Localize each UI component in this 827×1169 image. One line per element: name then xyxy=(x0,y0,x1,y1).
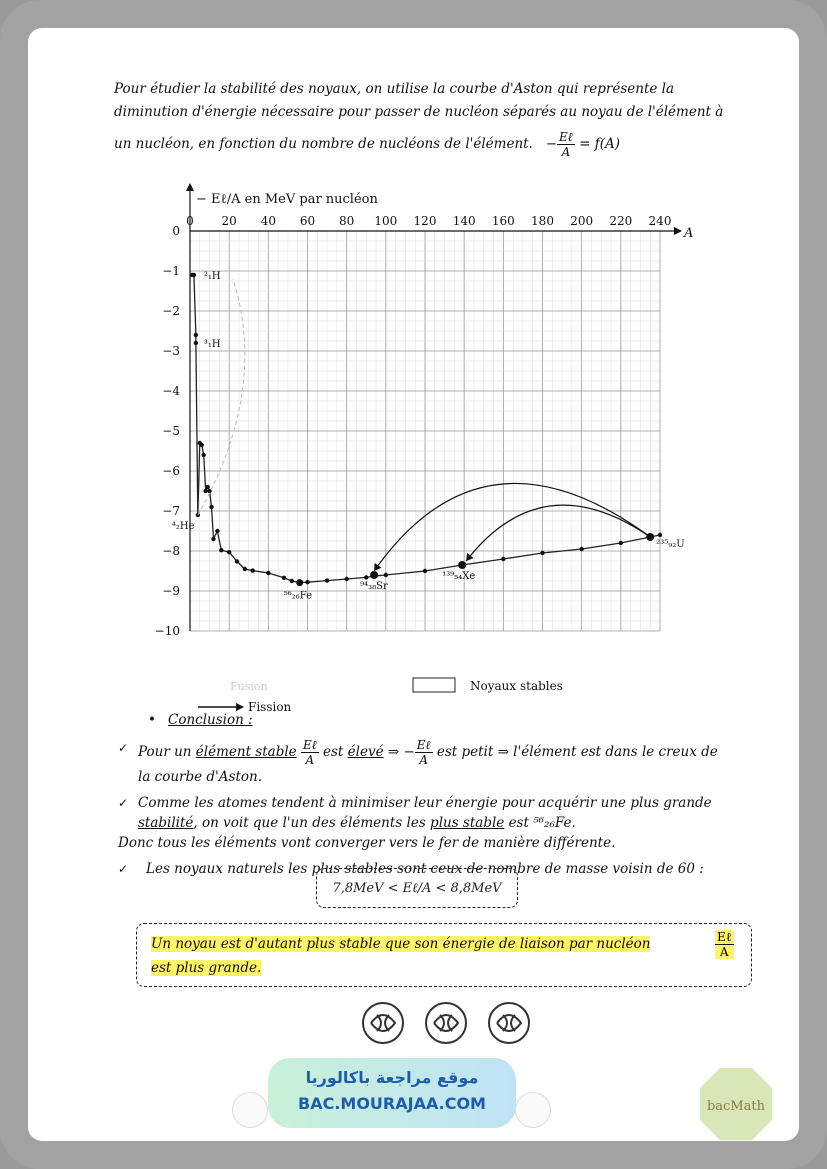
c1-text-b: est xyxy=(318,744,348,760)
formula-fraction xyxy=(557,130,575,159)
badge-text: bacMath xyxy=(706,1099,766,1114)
x-tick-label: 240 xyxy=(648,214,672,228)
isotope-label: ⁴₂He xyxy=(171,521,195,532)
x-axis-arrow xyxy=(674,227,682,235)
data-point xyxy=(540,551,544,555)
marker-u xyxy=(646,533,654,541)
conclusion-heading: • Conclusion : xyxy=(148,712,253,728)
data-point xyxy=(215,529,219,533)
intro-line-3-text: un nucléon, en fonction du nombre de nucléons de l'élément. xyxy=(114,136,533,152)
conclusion-title: Conclusion : xyxy=(168,712,253,728)
marker-xe xyxy=(458,561,466,569)
site-logo-left xyxy=(232,1092,268,1128)
remark-fraction xyxy=(715,930,734,959)
c2-underline-1: stabilité xyxy=(138,815,194,831)
legend-fission-label: Fission xyxy=(248,700,292,714)
data-point xyxy=(423,569,427,573)
remark-line-2: est plus grande. xyxy=(151,960,262,976)
legend-noyaux-label: Noyaux stables xyxy=(470,679,563,693)
x-tick-label: 60 xyxy=(299,214,316,228)
c1-text-d: est petit ⇒ l'élément est dans le creux de xyxy=(432,744,718,760)
data-point xyxy=(203,489,207,493)
x-tick-label: 40 xyxy=(260,214,276,228)
y-tick-label: −4 xyxy=(162,384,180,398)
data-point xyxy=(202,453,206,457)
fission-arrow-xe-head xyxy=(466,553,473,561)
formula-den: A xyxy=(561,145,571,159)
formula-minus: − xyxy=(545,136,558,152)
x-tick-label: 220 xyxy=(609,214,633,228)
c1-text-e: la courbe d'Aston. xyxy=(138,769,262,785)
x-tick-label: 120 xyxy=(413,214,437,228)
ornament-icon xyxy=(361,1001,405,1045)
data-point xyxy=(384,573,388,577)
c1-fraction-1 xyxy=(301,738,319,767)
conclusion-section xyxy=(118,710,798,879)
isotope-label: ²₁H xyxy=(203,271,221,282)
ornament-icon xyxy=(424,1001,468,1045)
intro-line-3 xyxy=(114,130,794,159)
data-point xyxy=(209,505,213,509)
data-point xyxy=(619,541,623,545)
remark-frac-den: A xyxy=(719,945,729,959)
conclusion-item-2 xyxy=(118,793,798,833)
bacmath-badge xyxy=(698,1066,774,1142)
marker-sr xyxy=(370,571,378,579)
y-tick-label: −1 xyxy=(162,264,180,278)
data-point xyxy=(243,567,247,571)
data-point xyxy=(325,578,329,582)
c1-text-a: Pour un xyxy=(138,744,196,760)
conclusion-item-1 xyxy=(118,738,798,787)
c1-frac1-den: A xyxy=(305,753,315,767)
site-logo-right xyxy=(515,1092,551,1128)
remark-text xyxy=(151,932,711,980)
isotope-label: ²³⁵₉₂U xyxy=(656,539,685,550)
y-tick-label: −3 xyxy=(162,344,180,358)
fission-arrow-sr-head xyxy=(374,563,381,571)
inequality-text: 7,8MeV < Eℓ/A < 8,8MeV xyxy=(332,881,502,896)
c2-text-c: , on voit que l'un des éléments les xyxy=(193,815,431,831)
data-point xyxy=(211,537,215,541)
y-axis-arrow xyxy=(186,183,194,191)
x-tick-label: 0 xyxy=(186,214,194,228)
banner-arabic: موقع مراجعة باكالوريا xyxy=(305,1068,479,1087)
c2-underline-2: plus stable xyxy=(430,815,505,831)
x-tick-label: 160 xyxy=(491,214,515,228)
data-point xyxy=(501,557,505,561)
c1-frac2-den: A xyxy=(419,753,429,767)
check-icon: ✓ xyxy=(118,796,129,810)
data-point xyxy=(290,579,294,583)
x-axis-label: A xyxy=(684,226,694,241)
data-point xyxy=(579,547,583,551)
data-point xyxy=(194,341,198,345)
check-icon: ✓ xyxy=(118,741,129,755)
check-icon: ✓ xyxy=(118,862,129,876)
data-point xyxy=(219,548,223,552)
data-point xyxy=(250,568,254,572)
c1-frac1-num: Eℓ xyxy=(302,738,317,752)
x-tick-label: 80 xyxy=(339,214,355,228)
ornament-icon xyxy=(487,1001,531,1045)
y-tick-label: −6 xyxy=(162,464,180,478)
legend-box xyxy=(413,678,455,692)
legend-fusion-label: Fusion xyxy=(230,680,268,693)
data-point xyxy=(194,333,198,337)
y-tick-label: −7 xyxy=(162,504,180,518)
c1-fraction-2 xyxy=(415,738,433,767)
data-point xyxy=(227,550,231,554)
isotope-label: ⁵⁶₂₆Fe xyxy=(283,590,313,602)
banner-site[interactable]: BAC.MOURAJAA.COM xyxy=(298,1094,486,1113)
document-page xyxy=(28,28,799,1141)
x-tick-label: 200 xyxy=(570,214,594,228)
c3-text: Donc tous les éléments vont converger vers le fer de manière différente. xyxy=(118,835,616,851)
conclusion-item-3 xyxy=(118,833,798,853)
c1-underline-2: élevé xyxy=(347,744,384,760)
y-tick-label: −8 xyxy=(162,544,180,558)
data-point xyxy=(364,575,368,579)
c1-frac2-num: Eℓ xyxy=(416,738,431,752)
intro-line-2: diminution d'énergie nécessaire pour passer de nucléon séparés au noyau de l'élément à xyxy=(114,104,724,120)
y-tick-label: −2 xyxy=(162,304,180,318)
data-point xyxy=(196,513,200,517)
c2-text-a: Comme les atomes tendent à minimiser leur énergie pour acquérir une plus grande xyxy=(138,795,712,811)
isotope-label: ¹³⁹₅₄Xe xyxy=(442,571,476,582)
data-point xyxy=(200,443,204,447)
c2-line-2 xyxy=(138,813,798,833)
intro-paragraph xyxy=(114,78,794,159)
x-tick-label: 180 xyxy=(531,214,554,228)
c1-text-c: ⇒ − xyxy=(383,744,415,760)
data-point xyxy=(305,580,309,584)
aston-chart xyxy=(154,178,718,714)
data-point xyxy=(205,485,209,489)
site-banner[interactable] xyxy=(268,1058,516,1128)
formula-num: Eℓ xyxy=(559,130,573,144)
y-tick-label: −9 xyxy=(162,584,180,598)
remark-box xyxy=(136,923,752,987)
data-point xyxy=(266,571,270,575)
intro-line-1: Pour étudier la stabilité des noyaux, on utilise la courbe d'Aston qui représente la xyxy=(114,81,675,97)
x-tick-label: 140 xyxy=(452,214,476,228)
y-tick-label: −10 xyxy=(154,624,180,638)
remark-line-1: Un noyau est d'autant plus stable que son énergie de liaison par nucléon xyxy=(151,936,651,952)
data-point xyxy=(192,273,196,277)
data-point xyxy=(235,559,239,563)
data-point xyxy=(282,576,286,580)
marker-fe xyxy=(296,579,303,586)
x-tick-label: 100 xyxy=(374,214,398,228)
x-tick-label: 20 xyxy=(221,214,237,228)
remark-frac-num: Eℓ xyxy=(717,930,732,944)
isotope-label: ⁹⁴₃₈Sr xyxy=(360,581,388,592)
c4-text: Les noyaux naturels les plus stables sont ceux de nombre de masse voisin de 60 : xyxy=(146,861,704,877)
c1-underline-1: élément stable xyxy=(195,744,297,760)
y-tick-label: −5 xyxy=(162,424,180,438)
c2-text-e: est xyxy=(504,815,534,831)
data-point xyxy=(658,533,662,537)
c2-fe: ⁵⁶₂₆Fe. xyxy=(533,815,576,831)
y-axis-label: − Eℓ/A en MeV par nucléon xyxy=(196,192,378,207)
inequality-box xyxy=(316,868,518,908)
aston-chart-svg xyxy=(154,178,718,714)
formula-rhs: = f(A) xyxy=(579,136,620,152)
data-point xyxy=(344,577,348,581)
isotope-label: ³₁H xyxy=(203,339,221,350)
y-tick-label: 0 xyxy=(172,224,180,238)
